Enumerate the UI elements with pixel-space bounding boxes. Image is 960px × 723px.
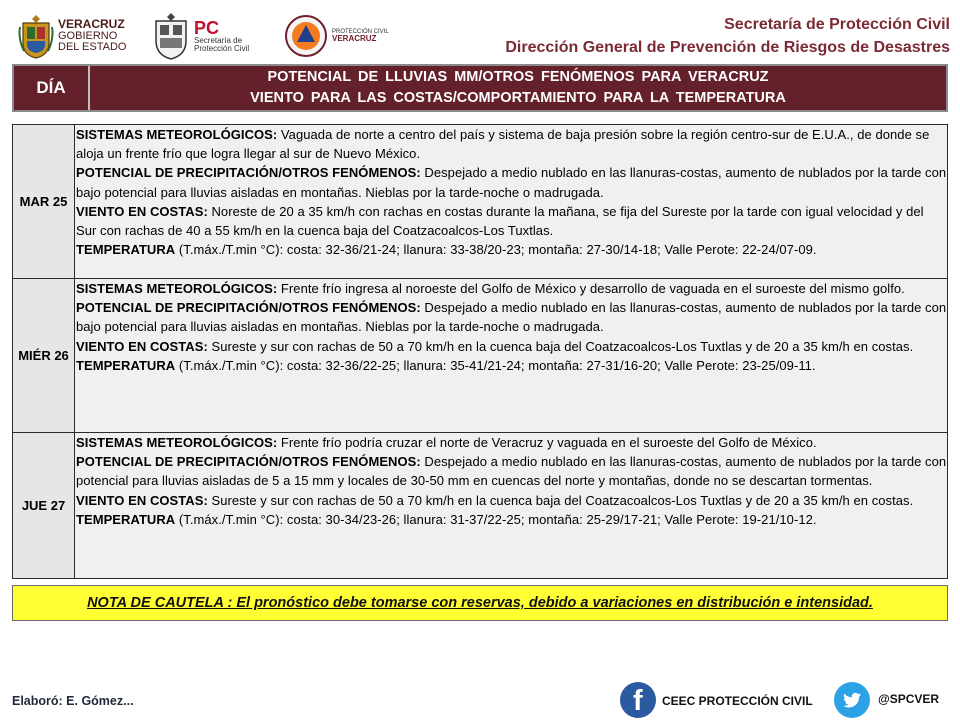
twitter-bird-icon [834, 682, 870, 718]
logo-pc-line1: Secretaría de [194, 35, 243, 45]
temp-text: (T.máx./T.min °C): costa: 32-36/21-24; llanura: 33-38/20-23; montaña: 27-30/14-18; Valle Perote: 22-24/07-09. [175, 242, 817, 258]
sistemas-paragraph [76, 125, 947, 163]
logo-del-estado-text: DEL ESTADO [58, 41, 127, 54]
viento-paragraph [76, 491, 947, 510]
temp-label: TEMPERATURA [76, 242, 176, 258]
sistemas-label: SISTEMAS METEOROLÓGICOS: [76, 435, 278, 450]
veracruz-coat-of-arms-icon [18, 13, 54, 59]
forecast-text [75, 125, 948, 279]
temp-text: (T.máx./T.min °C): costa: 30-34/23-26; llanura: 31-37/22-25; montaña: 25-29/17-21; Valle Perote: 19-21/10-12. [175, 511, 817, 527]
logo-veracruz-text: VERACRUZ [58, 17, 125, 32]
temp-label: TEMPERATURA [76, 357, 176, 373]
logo-gobierno-text: GOBIERNO [58, 29, 118, 42]
temp-paragraph [76, 240, 947, 259]
temp-text: (T.máx./T.min °C): costa: 32-36/22-25; llanura: 35-41/21-24; montaña: 27-31/16-20; Valle Perote: 23-25/09-11. [175, 357, 816, 373]
forecast-row [13, 125, 948, 279]
forecast-table [12, 124, 948, 579]
viento-label: VIENTO EN COSTAS: [76, 492, 208, 508]
facebook-icon[interactable]: f [620, 682, 656, 718]
pc-shield-icon [152, 12, 190, 60]
viento-text: Sureste y sur con rachas de 50 a 70 km/h en la cuenca baja del Coatzacoalcos-Los Tuxtlas y de 20 a 35 km/h en costas. [207, 338, 914, 354]
sistemas-text: Frente frío podría cruzar el norte de Veracruz y vaguada en el suroeste del Golfo de México. [277, 435, 817, 450]
viento-label: VIENTO EN COSTAS: [76, 203, 208, 219]
forecast-text [75, 279, 948, 433]
precip-label: POTENCIAL DE PRECIPITACIÓN/OTROS FENÓMENOS: [76, 165, 421, 181]
veracruz-government-logo [18, 10, 126, 62]
forecast-day: MIÉR 26 [13, 279, 75, 433]
forecast-day: MAR 25 [13, 125, 75, 279]
secretaria-title: Secretaría de Protección Civil [724, 16, 950, 33]
forecast-row [13, 433, 948, 579]
twitter-icon[interactable] [834, 682, 870, 718]
precip-text: Despejado a medio nublado en las llanuras-costas, aumento de nublados por la tarde con bajo potencial para lluvias aisladas en montañas. Nieblas por la tarde-noche o madrugada. [76, 300, 947, 335]
sistemas-label: SISTEMAS METEOROLÓGICOS: [76, 127, 278, 142]
forecast-day: JUE 27 [13, 433, 75, 579]
sistemas-label: SISTEMAS METEOROLÓGICOS: [76, 281, 278, 296]
proteccion-civil-veracruz-logo [284, 10, 389, 62]
logo-pcv-line1: PROTECCIÓN CIVIL [332, 28, 389, 35]
precip-label: POTENCIAL DE PRECIPITACIÓN/OTROS FENÓMENOS: [76, 300, 421, 316]
dia-header: DÍA [14, 66, 90, 110]
precip-paragraph [76, 163, 947, 201]
direccion-title: Dirección General de Prevención de Riesgos de Desastres [505, 39, 950, 56]
temp-paragraph [76, 356, 947, 375]
table-title-bar [12, 64, 948, 112]
caution-note [12, 585, 948, 621]
precip-label: POTENCIAL DE PRECIPITACIÓN/OTROS FENÓMENOS: [76, 454, 421, 470]
viento-text: Sureste y sur con rachas de 50 a 70 km/h en la cuenca baja del Coatzacoalcos-Los Tuxtlas y de 20 a 35 km/h en costas. [207, 492, 914, 508]
logo-pc-text: PC [194, 17, 220, 38]
precip-paragraph [76, 452, 947, 490]
table-title [90, 66, 946, 110]
precip-text: Despejado a medio nublado en las llanuras-costas, aumento de nublados por la tarde con bajo potencial para lluvias aisladas en montañas. Nieblas por la tarde-noche o madrugada. [76, 165, 947, 200]
logo-pcv-line2: VERACRUZ [332, 33, 377, 43]
viento-paragraph [76, 337, 947, 356]
precip-paragraph [76, 298, 947, 336]
civil-protection-triangle-icon [284, 14, 328, 58]
table-title-line1: POTENCIAL DE LLUVIAS MM/OTROS FENÓMENOS PARA VERACRUZ [267, 69, 769, 85]
pc-secretaria-logo [152, 10, 249, 62]
logo-pc-line2: Protección Civil [194, 44, 250, 53]
forecast-text [75, 433, 948, 579]
twitter-label[interactable]: @SPCVER [878, 692, 940, 706]
viento-paragraph [76, 202, 947, 240]
temp-paragraph [76, 510, 947, 529]
sistemas-text: Frente frío ingresa al noroeste del Golfo de México y desarrollo de vaguada en el suroeste del mismo golfo. [277, 281, 905, 296]
author-credit: Elaboró: E. Gómez... [12, 694, 134, 708]
header-title [505, 15, 950, 61]
viento-text: Noreste de 20 a 35 km/h con rachas en costas durante la mañana, se fija del Sureste por la tarde con igual velocidad y del Sur con rachas de 40 a 55 km/h en la cuenca baja del Coatzacoalcos-Los Tuxtlas. [76, 203, 924, 239]
table-title-line2: VIENTO PARA LAS COSTAS/COMPORTAMIENTO PARA LA TEMPERATURA [250, 90, 786, 106]
sistemas-paragraph [76, 433, 947, 452]
sistemas-paragraph [76, 279, 947, 298]
caution-note-text: NOTA DE CAUTELA : El pronóstico debe tomarse con reservas, debido a variaciones en distribución e intensidad. [87, 595, 873, 611]
forecast-row [13, 279, 948, 433]
viento-label: VIENTO EN COSTAS: [76, 338, 208, 354]
temp-label: TEMPERATURA [76, 511, 176, 527]
facebook-label[interactable]: CEEC PROTECCIÓN CIVIL [662, 694, 813, 708]
sistemas-text: Vaguada de norte a centro del país y sistema de baja presión sobre la región centro-sur de E.U.A., de donde se aloja un frente frío que logra llegar al sur de Nuevo México. [76, 127, 930, 162]
precip-text: Despejado a medio nublado en las llanuras-costas, aumento de nublados por la tarde con potencial para lluvias aisladas de 5 a 15 mm y locales de 30-50 mm en cuencas del norte y montañas, donde no se descartan tormentas. [76, 454, 947, 489]
